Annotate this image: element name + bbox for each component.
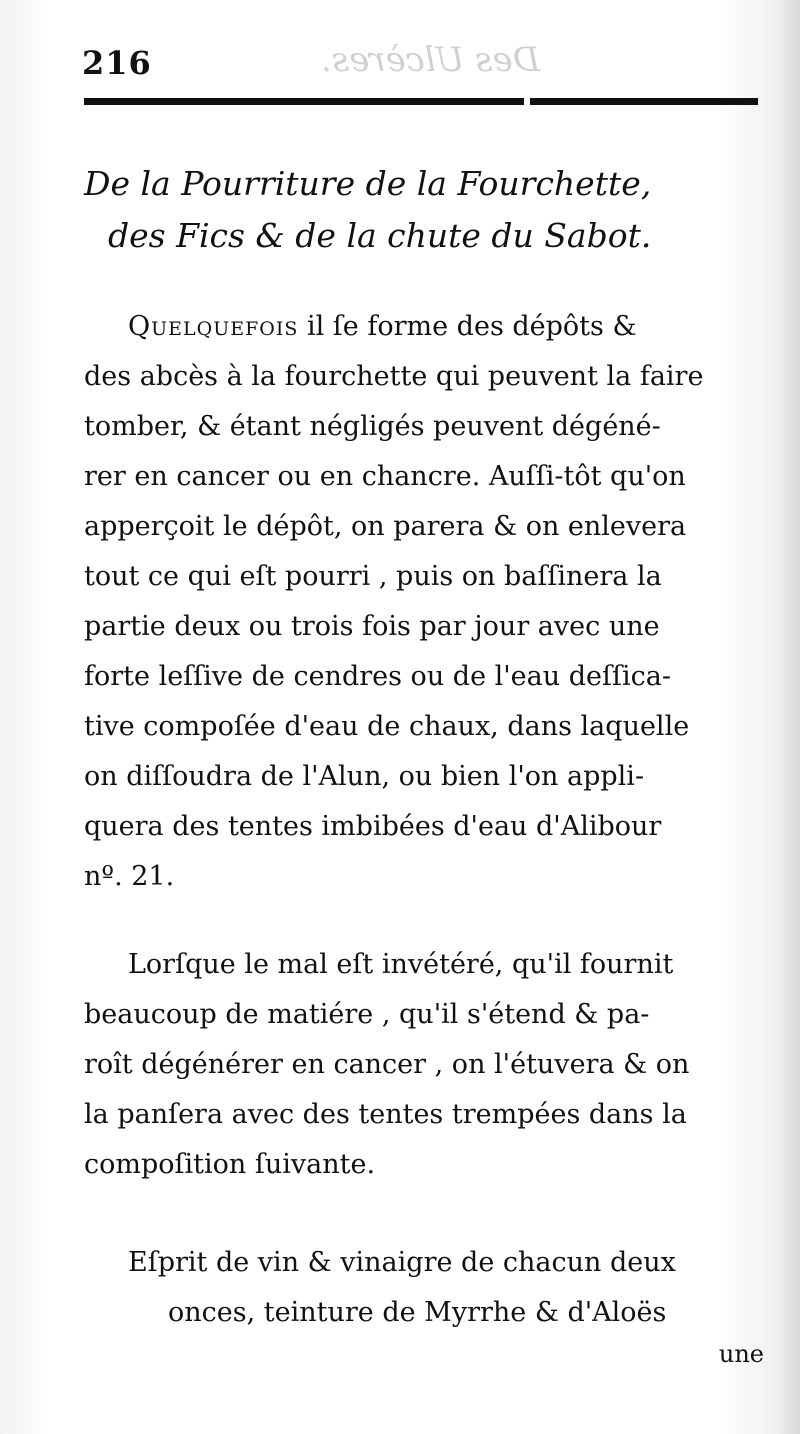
- paragraph-line: des abcès à la fourchette qui peuvent la faire: [84, 361, 704, 392]
- paragraph-line: nº. 21.: [84, 861, 175, 892]
- paragraph-line: beaucoup de matiére , qu'il s'étend & pa-: [84, 999, 650, 1030]
- paragraph-3: [84, 1238, 774, 1338]
- page-number: 216: [82, 44, 152, 82]
- paragraph-line: compoſition ſuivante.: [84, 1149, 376, 1180]
- header-rule-right: [530, 98, 758, 105]
- header-rule-left: [84, 98, 524, 105]
- paragraph-line: onces, teinture de Myrrhe & d'Aloës: [168, 1297, 667, 1328]
- paragraph-line: Eſprit de vin & vinaigre de chacun deux: [128, 1247, 676, 1278]
- paragraph-line: on diſſoudra de l'Alun, ou bien l'on appli-: [84, 761, 645, 792]
- paragraph-line: [84, 302, 774, 352]
- paragraph-line: tomber, & étant négligés peuvent dégéné-: [84, 411, 661, 442]
- paragraph-1: [84, 302, 774, 902]
- paragraph-line: roît dégénérer en cancer , on l'étuvera & on: [84, 1049, 690, 1080]
- catchword: une: [718, 1340, 764, 1368]
- heading-line-1: De la Pourriture de la Fourchette,: [84, 164, 652, 203]
- line-text: il ſe forme des dépôts &: [298, 311, 637, 342]
- paragraph-line: Lorſque le mal eſt invétéré, qu'il fournit: [128, 949, 674, 980]
- paragraph-line: partie deux ou trois fois par jour avec une: [84, 611, 660, 642]
- paragraph-line: tive compoſée d'eau de chaux, dans laquelle: [84, 711, 690, 742]
- lead-word: Quelquefois: [128, 311, 299, 342]
- paragraph-line: quera des tentes imbibées d'eau d'Alibour: [84, 811, 662, 842]
- paragraph-line: tout ce qui eſt pourri , puis on baſſinera la: [84, 561, 662, 592]
- heading-line-2: des Fics & de la chute du Sabot.: [108, 216, 652, 255]
- section-heading: [84, 158, 774, 262]
- paragraph-line: la panſera avec des tentes trempées dans la: [84, 1099, 687, 1130]
- bleed-through-text: Des Ulcères.: [321, 40, 540, 80]
- paragraph-line: apperçoit le dépôt, on parera & on enlevera: [84, 511, 687, 542]
- paragraph-line: forte leſſive de cendres ou de l'eau deſſica-: [84, 661, 671, 692]
- paragraph-line: rer en cancer ou en chancre. Auſſi-tôt qu'on: [84, 461, 686, 492]
- paragraph-2: [84, 940, 774, 1190]
